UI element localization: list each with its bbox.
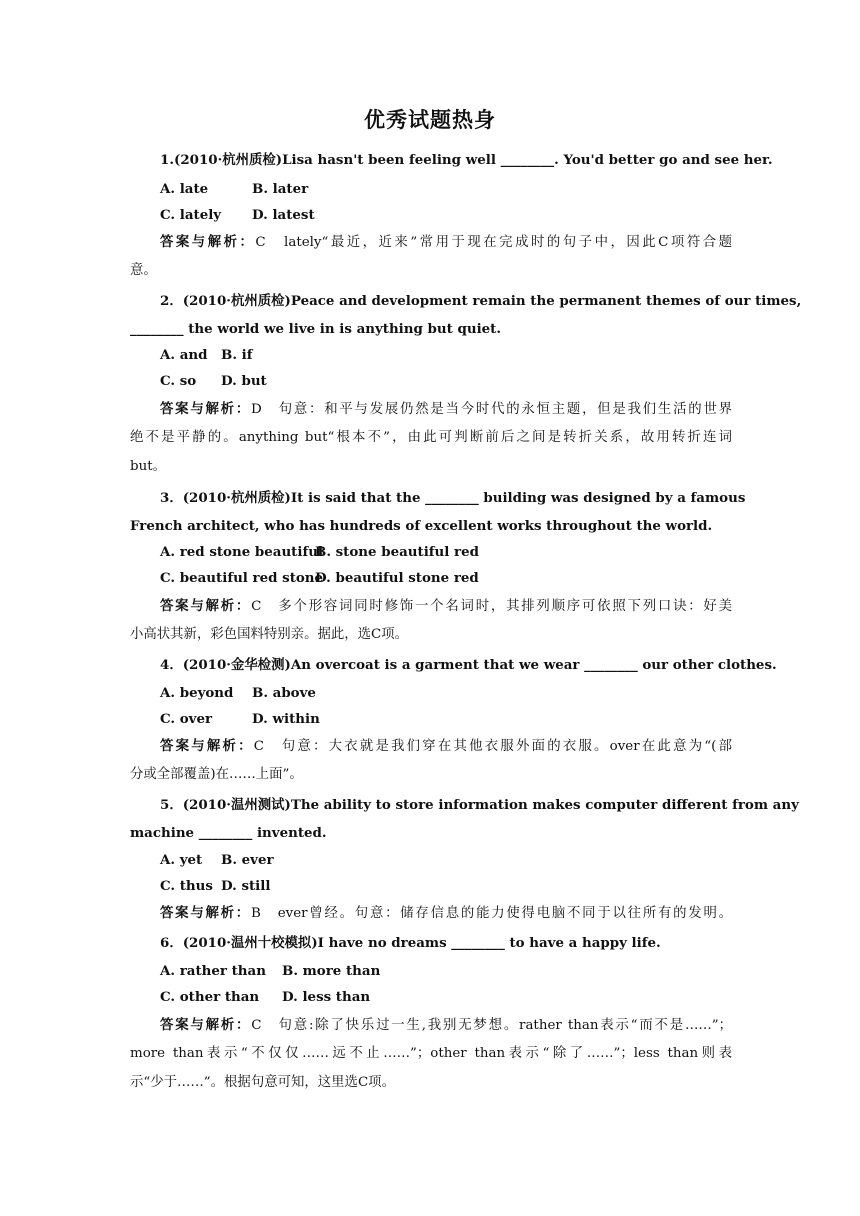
option-a: A. beyond [160, 685, 234, 701]
question-3-answer-cont: 小高状其新，彩色国料特别亲。据此，选C项。 [130, 627, 409, 642]
answer-text: C 句意：大衣就是我们穿在其他衣服外面的衣服。over在此意为“(部 [253, 739, 732, 754]
question-5-answer [160, 904, 732, 923]
question-1-answer-cont: 意。 [130, 263, 157, 278]
answer-label: 答案与解析： [160, 905, 251, 921]
option-b: B. above [252, 685, 316, 701]
page-title: 优秀试题热身 [364, 107, 496, 132]
option-d: D. less than [282, 989, 371, 1005]
question-5-stem: 5．(2010·温州测试)The ability to store information makes computer different from any [160, 797, 799, 813]
question-1-options-ab [160, 180, 732, 198]
option-d: D. latest [252, 207, 315, 223]
question-6-answer-cont-2: 示“少于……”。根据句意可知，这里选C项。 [130, 1075, 395, 1090]
option-b: B. more than [282, 963, 381, 979]
answer-text: C lately“最近，近来”常用于现在完成时的句子中，因此C项符合题 [255, 235, 733, 250]
option-d: D. but [221, 373, 267, 389]
option-c: C. lately [160, 207, 222, 223]
question-1-options-cd [160, 206, 732, 224]
question-5-options-cd [160, 877, 732, 895]
question-5-options-ab [160, 851, 732, 869]
answer-label: 答案与解析： [160, 598, 252, 614]
answer-text: C 句意:除了快乐过一生,我别无梦想。rather than表示“而不是……”； [251, 1018, 732, 1033]
answer-label: 答案与解析： [160, 738, 254, 754]
question-6-answer-cont: more than表示“不仅仅……远不止……”；other than表示“除了……”；less than则表 [130, 1046, 732, 1061]
question-4-options-ab [160, 684, 732, 702]
option-c: C. beautiful red stone [160, 570, 324, 586]
option-b: B. stone beautiful red [315, 544, 479, 560]
option-a: A. and [160, 347, 208, 363]
option-a: A. yet [160, 852, 203, 868]
question-4-answer-cont: 分或全部覆盖)在……上面”。 [130, 767, 303, 782]
answer-text: B ever曾经。句意：储存信息的能力使得电脑不同于以往所有的发明。 [250, 906, 733, 921]
question-4-answer [160, 737, 732, 756]
option-a: A. late [160, 181, 209, 197]
question-6-options-cd [160, 988, 732, 1006]
question-2-stem-cont: ________ the world we live in is anything but quiet. [130, 321, 502, 337]
question-2-stem: 2．(2010·杭州质检)Peace and development remain the permanent themes of our times, [160, 293, 802, 309]
question-2-answer-cont: 绝不是平静的。anything but“根本不”，由此可判断前后之间是转折关系，故用转折连词 [130, 430, 732, 445]
option-d: D. still [221, 878, 271, 894]
question-3-stem: 3．(2010·杭州质检)It is said that the ________ building was designed by a famous [160, 490, 746, 506]
question-6-answer [160, 1016, 732, 1035]
question-1-answer [160, 233, 732, 252]
question-3-options-cd [160, 569, 732, 587]
question-3-answer [160, 597, 732, 616]
question-3-stem-cont: French architect, who has hundreds of excellent works throughout the world. [130, 518, 713, 534]
question-2-options-ab [160, 346, 732, 364]
answer-label: 答案与解析： [160, 1017, 252, 1033]
option-c: C. over [160, 711, 213, 727]
option-c: C. so [160, 373, 197, 389]
question-3-options-ab [160, 543, 732, 561]
option-c: C. other than [160, 989, 260, 1005]
question-6-stem: 6．(2010·温州十校模拟)I have no dreams ________ to have a happy life. [160, 935, 661, 951]
option-b: B. ever [221, 852, 274, 868]
option-d: D. within [252, 711, 320, 727]
answer-text: C 多个形容词同时修饰一个名词时，其排列顺序可依照下列口诀：好美 [251, 599, 733, 614]
option-d: D. beautiful stone red [315, 570, 479, 586]
question-1-stem: 1.(2010·杭州质检)Lisa hasn't been feeling well ________. You'd better go and see her. [160, 152, 773, 168]
answer-text: D 句意：和平与发展仍然是当今时代的永恒主题，但是我们生活的世界 [251, 402, 732, 417]
question-6-options-ab [160, 962, 732, 980]
question-2-answer [160, 400, 732, 419]
option-a: A. red stone beautiful [160, 544, 324, 560]
option-b: B. if [221, 347, 253, 363]
question-5-stem-cont: machine ________ invented. [130, 825, 327, 841]
question-2-answer-cont-2: but。 [130, 459, 166, 474]
answer-label: 答案与解析： [160, 234, 256, 250]
question-4-options-cd [160, 710, 732, 728]
option-a: A. rather than [160, 963, 266, 979]
question-4-stem: 4．(2010·金华检测)An overcoat is a garment that we wear ________ our other clothes. [160, 657, 777, 673]
question-2-options-cd [160, 372, 732, 390]
answer-label: 答案与解析： [160, 401, 252, 417]
option-b: B. later [252, 181, 309, 197]
option-c: C. thus [160, 878, 213, 894]
